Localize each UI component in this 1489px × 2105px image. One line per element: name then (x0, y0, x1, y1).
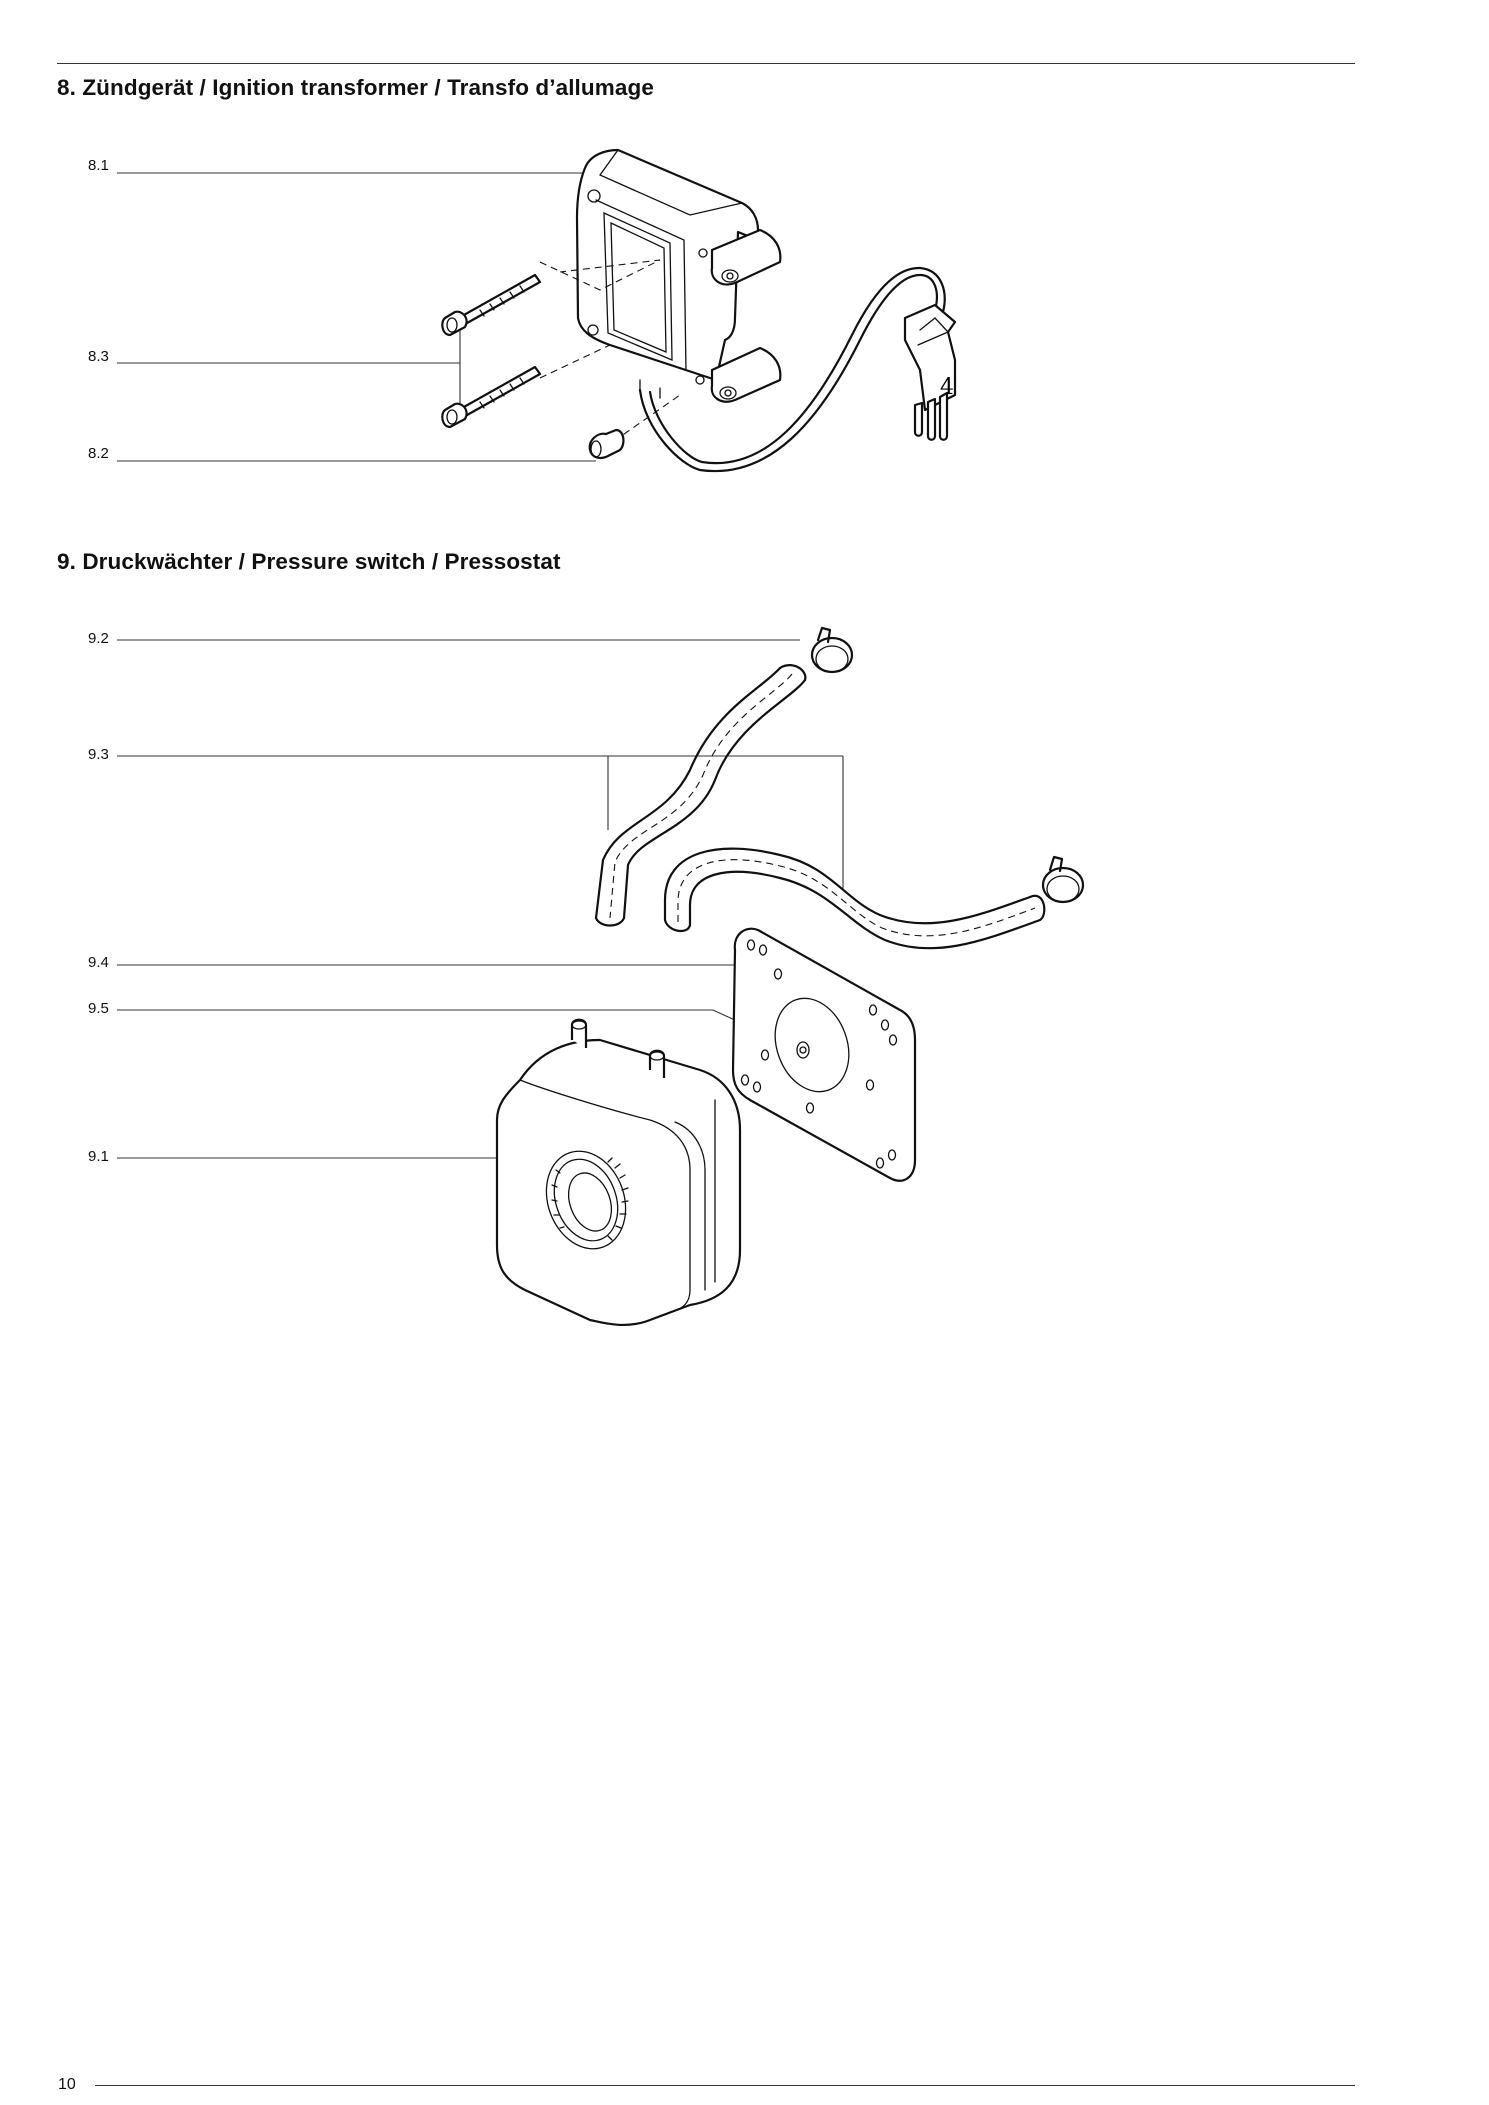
plug-mark: 4 (940, 375, 954, 400)
ignition-plug (905, 305, 955, 440)
hose-clip-lower (1043, 857, 1083, 902)
section-9-heading: 9. Druckwächter / Pressure switch / Pressostat (57, 549, 561, 574)
ignition-transformer (577, 150, 780, 402)
pressure-switch (497, 1020, 740, 1325)
ref-9-1: 9.1 (88, 1148, 109, 1165)
ref-8-1: 8.1 (88, 157, 109, 174)
ignition-screws (442, 275, 540, 427)
ref-9-2: 9.2 (88, 630, 109, 647)
ref-8-2: 8.2 (88, 445, 109, 462)
ref-9-3: 9.3 (88, 746, 109, 763)
ref-9-5: 9.5 (88, 1000, 109, 1017)
hose-long (665, 849, 1044, 949)
hose-short (596, 665, 805, 925)
gasket-plate (733, 929, 915, 1181)
ignition-plug-cap (590, 430, 624, 458)
ref-8-3: 8.3 (88, 348, 109, 365)
hose-clip-upper (812, 628, 852, 672)
section-8-heading: 8. Zündgerät / Ignition transformer / Transfo d’allumage (57, 75, 654, 100)
section-8-leaders (117, 173, 610, 461)
bottom-rule (95, 2085, 1355, 2086)
page-number: 10 (58, 2076, 76, 2093)
ref-9-4: 9.4 (88, 954, 109, 971)
